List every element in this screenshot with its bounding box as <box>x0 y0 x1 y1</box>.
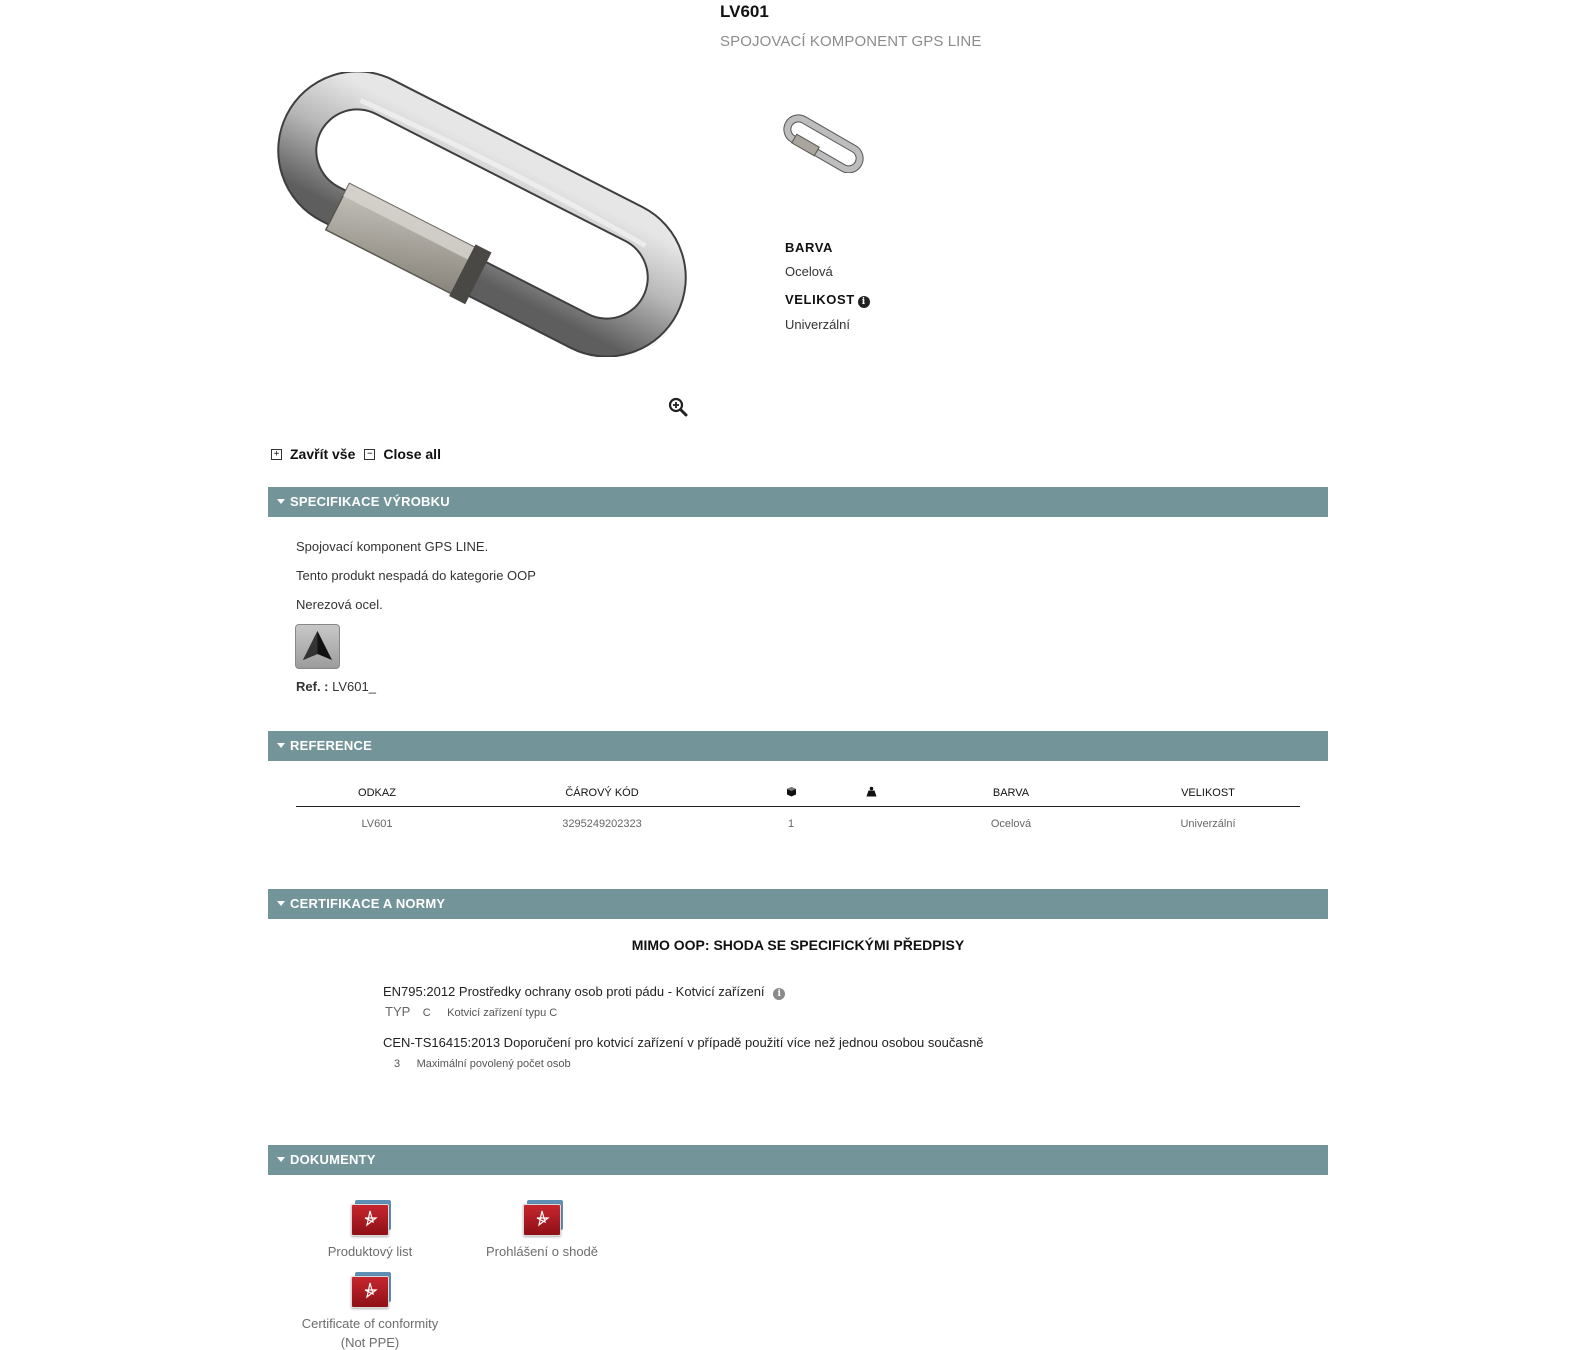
section-header-reference[interactable] <box>268 731 1328 761</box>
weight-icon <box>836 780 906 807</box>
expand-all-label: Zavřít vše <box>290 446 356 462</box>
cell-size: Univerzální <box>1180 817 1236 830</box>
section-title: CERTIFIKACE A NORMY <box>290 896 446 911</box>
col-header-ref: ODKAZ <box>296 780 458 807</box>
caret-down-icon <box>277 1157 285 1162</box>
section-title: DOKUMENTY <box>290 1152 376 1167</box>
doc-label: Produktový list <box>327 1244 413 1259</box>
carabiner-image <box>262 72 702 357</box>
ref-value: LV601_ <box>332 679 376 694</box>
cell-qty: 1 <box>787 817 795 830</box>
col-header-color: BARVA <box>906 780 1116 807</box>
doc-declaration[interactable] <box>452 1200 632 1259</box>
color-label: BARVA <box>785 240 834 255</box>
spec-line: Tento produkt nespadá do kategorie OOP <box>296 568 536 583</box>
gps-line-logo-icon <box>295 624 340 669</box>
section-title: SPECIFIKACE VÝROBKU <box>290 494 450 509</box>
caret-down-icon <box>277 499 285 504</box>
doc-label: Certificate of conformity <box>301 1316 439 1331</box>
doc-certificate[interactable] <box>280 1272 460 1350</box>
pdf-icon <box>351 1200 389 1234</box>
reference-table <box>296 780 1300 840</box>
caret-down-icon <box>277 901 285 906</box>
ref-label: Ref. : <box>296 679 329 694</box>
norm-type-desc: Kotvicí zařízení typu C <box>447 1007 558 1019</box>
size-label: VELIKOST <box>785 292 855 307</box>
section-title: REFERENCE <box>290 738 372 753</box>
product-subtitle: SPOJOVACÍ KOMPONENT GPS LINE <box>720 33 982 50</box>
section-header-docs[interactable] <box>268 1145 1328 1175</box>
norm-title: CEN-TS16415:2013 Doporučení pro kotvicí zařízení v případě použití více než jednou osobou současně <box>383 1035 984 1050</box>
norm-type-value: C <box>422 1007 431 1019</box>
info-icon[interactable]: i <box>773 988 785 1000</box>
caret-down-icon <box>277 743 285 748</box>
doc-product-sheet[interactable] <box>280 1200 460 1259</box>
product-thumbnail[interactable] <box>778 113 870 173</box>
pdf-icon <box>351 1272 389 1306</box>
cell-ref: LV601 <box>361 817 393 830</box>
cell-weight <box>836 807 906 841</box>
norm-title: EN795:2012 Prostředky ochrany osob proti pádu - Kotvicí zařízení <box>383 984 765 999</box>
product-code: LV601 <box>720 2 769 21</box>
size-value: Univerzální <box>785 317 851 332</box>
doc-label: (Not PPE) <box>340 1335 400 1350</box>
table-row <box>296 807 1300 841</box>
spec-line: Nerezová ocel. <box>296 597 383 612</box>
info-icon[interactable]: i <box>858 296 870 308</box>
norm-value-row <box>394 1054 571 1072</box>
color-value: Ocelová <box>785 264 833 279</box>
cert-heading: MIMO OOP: SHODA SE SPECIFICKÝMI PŘEDPISY <box>631 937 965 953</box>
minus-square-icon: − <box>364 449 375 460</box>
doc-label: Prohlášení o shodě <box>485 1244 599 1259</box>
box-icon <box>746 780 836 807</box>
size-label-wrap <box>785 292 870 308</box>
norm-value: 3 <box>394 1058 401 1070</box>
col-header-size: VELIKOST <box>1116 780 1300 807</box>
expand-all-button[interactable] <box>271 446 355 462</box>
close-all-button[interactable] <box>364 446 441 462</box>
norm-type-label: TYP <box>385 1004 411 1019</box>
section-header-spec[interactable] <box>268 487 1328 517</box>
cell-barcode: 3295249202323 <box>562 817 642 830</box>
norm-type-row <box>385 1003 557 1021</box>
ref-line <box>296 679 376 694</box>
norm-desc: Maximální povolený počet osob <box>416 1058 571 1070</box>
cell-color: Ocelová <box>990 817 1032 830</box>
norm-item <box>383 984 785 1000</box>
zoom-in-icon[interactable] <box>668 397 688 417</box>
col-header-barcode: ČÁROVÝ KÓD <box>458 780 746 807</box>
table-header-row <box>296 780 1300 807</box>
close-all-label: Close all <box>383 446 441 462</box>
toggle-all-controls <box>271 446 450 462</box>
plus-square-icon: + <box>271 449 282 460</box>
spec-line: Spojovací komponent GPS LINE. <box>296 539 489 554</box>
product-main-image[interactable] <box>262 72 702 357</box>
section-header-certs[interactable] <box>268 889 1328 919</box>
pdf-icon <box>523 1200 561 1234</box>
